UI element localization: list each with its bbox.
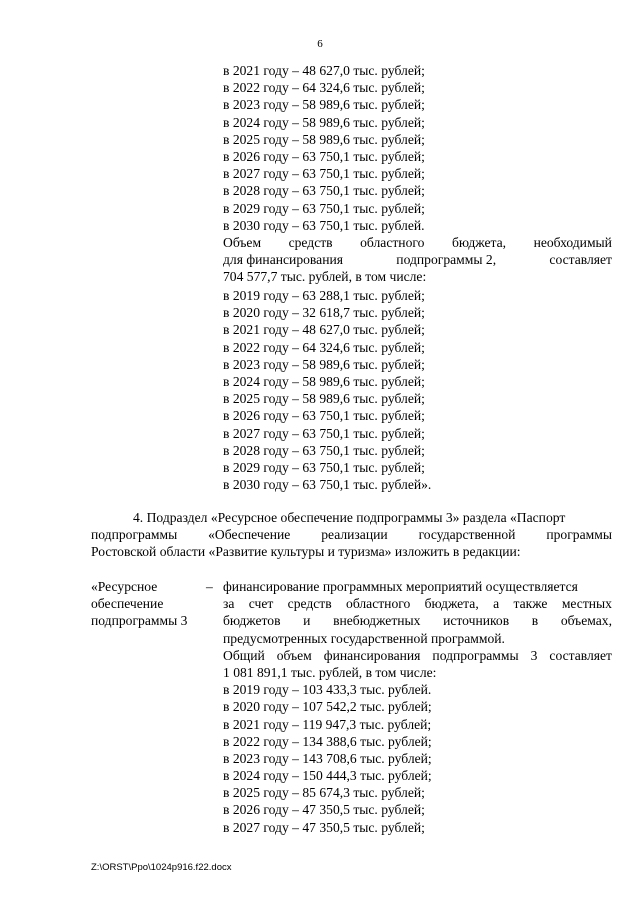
word: реализации — [321, 527, 388, 543]
list-item: в 2023 году – 58 989,6 тыс. рублей; — [223, 97, 425, 113]
resource-line-1: финансирование программных мероприятий осуществляется — [223, 579, 578, 594]
list-item: в 2024 году – 58 989,6 тыс. рублей; — [223, 373, 425, 389]
word: областного — [360, 235, 425, 250]
paragraph-4-line-1: 4. Подраздел «Ресурсное обеспечение подпрограммы 3» раздела «Паспорт — [133, 510, 566, 525]
word: Общий — [223, 647, 265, 663]
word: бюджета, — [451, 235, 507, 250]
word: областного — [346, 596, 411, 612]
resource-line-2 — [223, 595, 612, 612]
list-item: в 2024 году – 150 444,3 тыс. рублей; — [223, 768, 432, 784]
word: также — [513, 596, 548, 612]
list-item: в 2019 году – 103 433,3 тыс. рублей. — [223, 682, 432, 698]
list-item: в 2022 году – 64 324,6 тыс. рублей; — [223, 80, 425, 96]
resource-label-line: «Ресурсное — [91, 579, 158, 594]
word: а — [493, 596, 500, 612]
list-item: в 2021 году – 48 627,0 тыс. рублей; — [223, 322, 425, 338]
word: объемах, — [560, 613, 612, 629]
word: подпрограммы — [91, 527, 178, 543]
resource-label-line: обеспечение — [91, 596, 164, 612]
oblast-budget-paragraph — [223, 234, 612, 286]
paragraph-4-line-2 — [91, 526, 612, 543]
list-item: в 2022 году – 134 388,6 тыс. рублей; — [223, 733, 432, 749]
resource-line-4: предусмотренных государственной программой. — [223, 630, 505, 646]
resource-label — [91, 578, 211, 630]
list-item: в 2027 году – 63 750,1 тыс. рублей; — [223, 166, 425, 182]
list-item: в 2029 году – 63 750,1 тыс. рублей; — [223, 459, 425, 475]
list-item: в 2026 году – 63 750,1 тыс. рублей; — [223, 148, 425, 164]
resource-line-3 — [223, 612, 612, 629]
resource-total-value: 1 081 891,1 тыс. рублей, в том числе: — [223, 664, 437, 680]
word: внебюджетных — [333, 613, 421, 629]
list-item: в 2023 году – 143 708,6 тыс. рублей; — [223, 750, 432, 766]
list-item: в 2021 году – 119 947,3 тыс. рублей; — [223, 716, 432, 732]
list-item: в 2025 году – 85 674,3 тыс. рублей; — [223, 785, 425, 801]
word: подпрограммы 2, — [396, 252, 497, 268]
list-item: в 2028 году – 63 750,1 тыс. рублей; — [223, 183, 425, 199]
list-item: в 2025 году – 58 989,6 тыс. рублей; — [223, 391, 425, 407]
list-item: в 2023 году – 58 989,6 тыс. рублей; — [223, 356, 425, 372]
oblast-line-2 — [223, 251, 612, 268]
list-item: в 2022 году – 64 324,6 тыс. рублей; — [223, 339, 425, 355]
word: бюджета, — [424, 596, 479, 612]
oblast-line-3: 704 577,7 тыс. рублей, в том числе: — [223, 269, 427, 285]
word: средств — [287, 596, 332, 612]
resource-total-line — [223, 647, 612, 664]
paragraph-4 — [91, 509, 612, 561]
word: составляет — [549, 647, 612, 663]
list-item: в 2027 году – 47 350,5 тыс. рублей; — [223, 819, 425, 835]
word: в — [531, 613, 539, 629]
word: подпрограммы — [432, 647, 519, 663]
word: Объем — [223, 235, 262, 250]
list-item: в 2025 году – 58 989,6 тыс. рублей; — [223, 131, 425, 147]
list-item: в 2026 году – 47 350,5 тыс. рублей; — [223, 802, 425, 818]
list-item: в 2021 году – 48 627,0 тыс. рублей; — [223, 63, 425, 78]
list-item: в 2026 году – 63 750,1 тыс. рублей; — [223, 408, 425, 424]
resource-text — [223, 578, 612, 836]
word: и — [303, 613, 311, 629]
list-item: в 2027 году – 63 750,1 тыс. рублей; — [223, 425, 425, 441]
word: за — [223, 596, 235, 612]
word: местных — [561, 596, 612, 612]
word: «Обеспечение — [208, 527, 291, 543]
list-item: в 2030 году – 63 750,1 тыс. рублей». — [223, 477, 432, 493]
list-item: в 2029 году – 63 750,1 тыс. рублей; — [223, 200, 425, 216]
word: для финансирования — [223, 252, 343, 268]
word: объем — [276, 647, 312, 663]
word: счет — [248, 596, 274, 612]
word: программы — [546, 527, 612, 543]
oblast-line-1 — [223, 234, 612, 251]
list-item: в 2019 году – 63 288,1 тыс. рублей; — [223, 288, 425, 303]
page-number: 6 — [317, 38, 323, 50]
budget-list-1 — [223, 62, 612, 234]
list-item: в 2024 году – 58 989,6 тыс. рублей; — [223, 114, 425, 130]
word: 3 — [530, 647, 538, 663]
list-item: в 2030 году – 63 750,1 тыс. рублей. — [223, 217, 425, 233]
list-item: в 2020 году – 32 618,7 тыс. рублей; — [223, 305, 425, 321]
resource-label-line: подпрограммы 3 — [91, 613, 188, 629]
budget-list-2 — [223, 287, 612, 493]
dash-separator: – — [206, 579, 213, 594]
file-path-footer: Z:\ORST\Ppo\1024p916.f22.docx — [91, 862, 232, 873]
paragraph-4-line-3: Ростовской области «Развитие культуры и туризма» изложить в редакции: — [91, 544, 521, 560]
word: источников — [443, 613, 510, 629]
word: государственной — [418, 527, 516, 543]
word: необходимый — [533, 235, 612, 250]
word: составляет — [549, 252, 612, 268]
word: средств — [288, 235, 333, 250]
word: финансирования — [323, 647, 421, 663]
list-item: в 2020 году – 107 542,2 тыс. рублей; — [223, 699, 432, 715]
list-item: в 2028 году – 63 750,1 тыс. рублей; — [223, 442, 425, 458]
word: бюджетов — [223, 613, 281, 629]
